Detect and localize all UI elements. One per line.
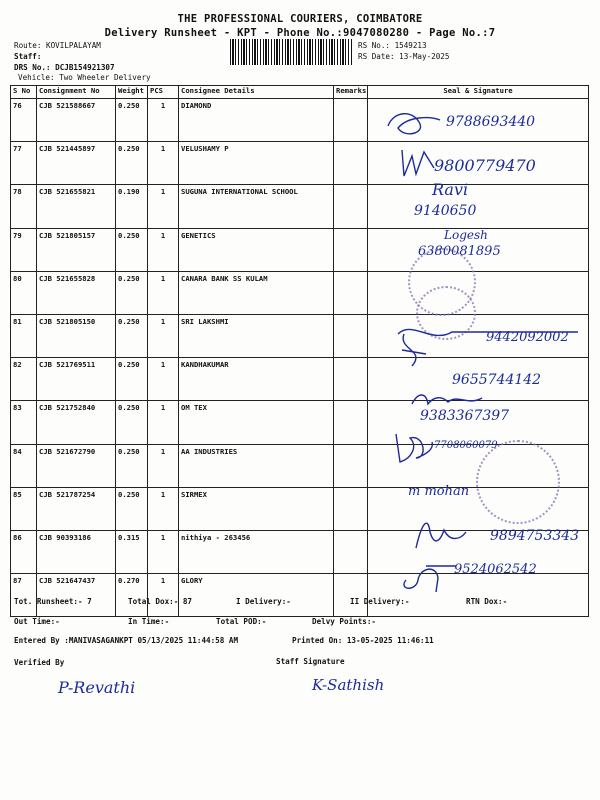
cell-consignment: CJB 521672790 <box>37 444 116 487</box>
cell-consignee: SRI LAKSHMI <box>179 314 334 357</box>
cell-consignee: nithiya - 263456 <box>179 530 334 573</box>
rtn-dox: RTN Dox:- <box>466 597 508 606</box>
cell-consignment: CJB 521805150 <box>37 314 116 357</box>
cell-weight: 0.250 <box>116 142 148 185</box>
staff-label: Staff: <box>14 52 42 61</box>
cell-pcs: 1 <box>148 358 179 401</box>
cell-weight: 0.250 <box>116 99 148 142</box>
in-time: In Time:- <box>128 617 170 626</box>
cell-remarks <box>334 228 368 271</box>
cell-consignee: GLORY <box>179 574 334 617</box>
entered-by: Entered By :MANIVASAGANKPT 05/13/2025 11:44:58 AM <box>14 636 239 645</box>
handwritten-name: m mohan <box>408 484 470 499</box>
cell-sno: 79 <box>11 228 37 271</box>
cell-remarks <box>334 99 368 142</box>
verified-by-signature: P-Revathi <box>58 678 136 697</box>
rs-date: RS Date: 13-May-2025 <box>358 52 450 61</box>
barcode-image <box>230 39 352 65</box>
cell-sno: 84 <box>11 444 37 487</box>
cell-sno: 86 <box>11 530 37 573</box>
handwritten-phone: 9524062542 <box>454 562 537 577</box>
cell-consignee: CANARA BANK SS KULAM <box>179 271 334 314</box>
cell-sno: 77 <box>11 142 37 185</box>
handwritten-phone: 9655744142 <box>452 372 542 388</box>
company-title: THE PROFESSIONAL COURIERS, COIMBATORE <box>177 13 423 25</box>
printed-on: Printed On: 13-05-2025 11:46:11 <box>292 636 434 645</box>
handwritten-phone: 9800779470 <box>434 156 536 175</box>
cell-consignee: DIAMOND <box>179 99 334 142</box>
handwritten-phone: 9788693440 <box>446 114 536 130</box>
cell-consignment: CJB 521647437 <box>37 574 116 617</box>
cell-pcs: 1 <box>148 271 179 314</box>
cell-weight: 0.250 <box>116 314 148 357</box>
cell-sno: 82 <box>11 358 37 401</box>
col-header-consignee: Consignee Details <box>179 86 334 99</box>
cell-weight: 0.190 <box>116 185 148 228</box>
cell-remarks <box>334 530 368 573</box>
cell-remarks <box>334 314 368 357</box>
cell-pcs: 1 <box>148 401 179 444</box>
staff-signature-label: Staff Signature <box>276 657 345 666</box>
table-row <box>11 271 589 314</box>
ii-delivery: II Delivery:- <box>350 597 410 606</box>
cell-remarks <box>334 271 368 314</box>
rs-number: RS No.: 1549213 <box>358 41 427 50</box>
cell-weight: 0.270 <box>116 574 148 617</box>
cell-weight: 0.315 <box>116 530 148 573</box>
cell-pcs: 1 <box>148 99 179 142</box>
drs-number: DRS No.: DCJB154921307 <box>14 63 115 72</box>
cell-remarks <box>334 185 368 228</box>
runsheet-title: Delivery Runsheet - KPT - Phone No.:9047080280 - Page No.:7 <box>104 27 496 39</box>
i-delivery: I Delivery:- <box>236 597 291 606</box>
cell-weight: 0.250 <box>116 358 148 401</box>
cell-pcs: 1 <box>148 185 179 228</box>
col-header-signature: Seal & Signature <box>368 86 589 99</box>
cell-consignee: OM TEX <box>179 401 334 444</box>
handwritten-phone: 9442092002 <box>486 330 569 345</box>
cell-sno: 87 <box>11 574 37 617</box>
cell-sno: 78 <box>11 185 37 228</box>
delvy-points: Delvy Points:- <box>312 617 377 626</box>
route-label: Route: KOVILPALAYAM <box>14 41 101 50</box>
cell-sno: 76 <box>11 99 37 142</box>
vehicle-label: Vehicle: Two Wheeler Delivery <box>18 73 151 82</box>
col-header-pcs: PCS <box>148 86 179 99</box>
table-row <box>11 228 589 271</box>
col-header-remarks: Remarks <box>334 86 368 99</box>
cell-pcs: 1 <box>148 487 179 530</box>
cell-sno: 85 <box>11 487 37 530</box>
handwritten-name: Ravi <box>432 180 469 199</box>
cell-signature <box>368 185 589 228</box>
table-header-row <box>11 86 589 99</box>
total-dox: Total Dox:- 87 <box>128 597 193 606</box>
signature-scribble <box>388 428 438 468</box>
table-row <box>11 574 589 617</box>
cell-consignment: CJB 521805157 <box>37 228 116 271</box>
cell-remarks <box>334 358 368 401</box>
cell-consignee: KANDHAKUMAR <box>179 358 334 401</box>
signature-scribble <box>396 556 460 596</box>
cell-pcs: 1 <box>148 574 179 617</box>
handwritten-phone: 9894753343 <box>490 528 580 544</box>
cell-remarks <box>334 574 368 617</box>
cell-remarks <box>334 401 368 444</box>
verified-by-label: Verified By <box>14 658 65 667</box>
cell-consignee: VELUSHAMY P <box>179 142 334 185</box>
cell-weight: 0.250 <box>116 228 148 271</box>
table-row <box>11 185 589 228</box>
cell-remarks <box>334 444 368 487</box>
cell-consignment: CJB 521588667 <box>37 99 116 142</box>
cell-consignment: CJB 521655821 <box>37 185 116 228</box>
cell-consignee: SIRMEX <box>179 487 334 530</box>
out-time: Out Time:- <box>14 617 60 626</box>
cell-pcs: 1 <box>148 530 179 573</box>
delivery-stamp <box>476 440 560 524</box>
signature-scribble <box>384 106 444 142</box>
cell-weight: 0.250 <box>116 401 148 444</box>
signature-scribble <box>396 330 436 370</box>
cell-consignee: GENETICS <box>179 228 334 271</box>
handwritten-phone: 9140650 <box>414 203 477 219</box>
tot-runsheet: Tot. Runsheet:- 7 <box>14 597 92 606</box>
cell-pcs: 1 <box>148 142 179 185</box>
col-header-sno: S No <box>11 86 37 99</box>
signature-scribble <box>398 144 438 180</box>
cell-sno: 81 <box>11 314 37 357</box>
signature-scribble <box>410 512 470 552</box>
cell-consignee: AA INDUSTRIES <box>179 444 334 487</box>
cell-weight: 0.250 <box>116 444 148 487</box>
cell-remarks <box>334 487 368 530</box>
handwritten-phone: 7708060079 <box>434 440 498 451</box>
handwritten-phone: 9383367397 <box>420 408 510 424</box>
col-header-consignment: Consignment No <box>37 86 116 99</box>
staff-signature: K-Sathish <box>312 676 385 694</box>
cell-sno: 83 <box>11 401 37 444</box>
cell-remarks <box>334 142 368 185</box>
total-pod: Total POD:- <box>216 617 267 626</box>
cell-consignment: CJB 521769511 <box>37 358 116 401</box>
cell-consignment: CJB 521787254 <box>37 487 116 530</box>
cell-sno: 80 <box>11 271 37 314</box>
cell-weight: 0.250 <box>116 487 148 530</box>
cell-signature <box>368 271 589 314</box>
cell-consignment: CJB 521752840 <box>37 401 116 444</box>
col-header-weight: Weight <box>116 86 148 99</box>
cell-pcs: 1 <box>148 444 179 487</box>
cell-consignment: CJB 90393186 <box>37 530 116 573</box>
cell-pcs: 1 <box>148 314 179 357</box>
cell-consignment: CJB 521445897 <box>37 142 116 185</box>
cell-consignee: SUGUNA INTERNATIONAL SCHOOL <box>179 185 334 228</box>
handwritten-phone: 6380081895 <box>418 244 501 259</box>
cell-weight: 0.250 <box>116 271 148 314</box>
cell-consignment: CJB 521655828 <box>37 271 116 314</box>
handwritten-name: Logesh <box>444 228 488 242</box>
cell-pcs: 1 <box>148 228 179 271</box>
